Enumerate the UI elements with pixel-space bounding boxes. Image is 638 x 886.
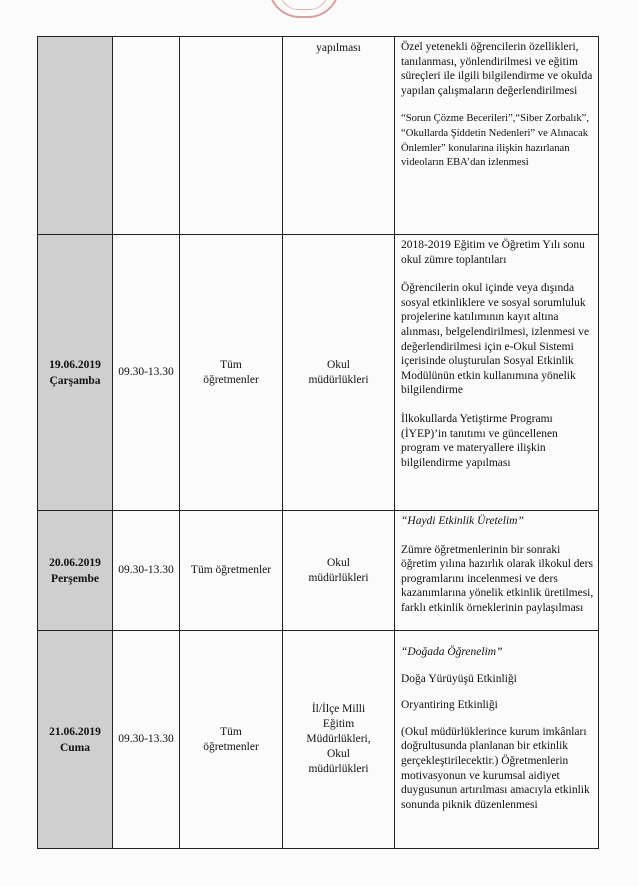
- task-item: 2018-2019 Eğitim ve Öğretim Yılı sonu okul zümre toplantıları: [401, 239, 585, 266]
- task-item: Zümre öğretmenlerinin bir sonraki öğretim yılına hazırlık olarak ilkokul ders programlarını incelenmesi ve ders kazanımlarına yönelik etkinlik üretilmesi, farklı etkinlik örneklerinin paylaşılması: [401, 543, 594, 614]
- ministry-seal: [268, 0, 340, 18]
- day-text: Çarşamba: [49, 374, 101, 387]
- task-item: Doğa Yürüyüşü Etkinliği: [401, 672, 517, 685]
- date-cell: [38, 631, 113, 849]
- task-cell: [395, 37, 599, 235]
- table-row: [38, 37, 599, 235]
- participants-cell: [180, 235, 283, 511]
- participants-cell: [180, 37, 283, 235]
- participants-cell: Tüm öğretmenler: [180, 511, 283, 631]
- task-cell: [395, 631, 599, 849]
- task-item: İlkokullarda Yetiştirme Programı (İYEP)’in tanıtımı ve güncellenen program ve materyallere ilişkin bilgilendirme yapılması: [401, 412, 558, 469]
- location-text: İl/İlçe Milli Eğitim Müdürlükleri, Okul müdürlükleri: [306, 703, 371, 775]
- task-heading: “Doğada Öğrenelim”: [401, 646, 503, 658]
- task-item: Oryantiring Etkinliği: [401, 699, 498, 712]
- day-text: Perşembe: [51, 572, 99, 585]
- table-row: [38, 631, 599, 849]
- participants-text: Tüm öğretmenler: [203, 725, 259, 753]
- task-item: Öğrencilerin okul içinde veya dışında sosyal etkinliklere ve sosyal sorumluluk projelerine katılımının kayıt altına alınması, belgelendirilmesi, izlenmesi ve değerlendirilmesi için e-Okul Sistemi içerisinde oluşturulan Sosyal Etkinlik Modülünün etkin kullanımına yönelik bilgilendirme: [401, 282, 590, 397]
- date-cell: [38, 511, 113, 631]
- table-row: [38, 511, 599, 631]
- task-cell: [395, 511, 599, 631]
- location-cell: [283, 235, 395, 511]
- location-cell: [283, 511, 395, 631]
- task-cell: [395, 235, 599, 511]
- date-cell: [38, 37, 113, 235]
- location-text: Okul müdürlükleri: [308, 358, 369, 386]
- time-cell: 09.30-13.30: [113, 631, 180, 849]
- table-row: [38, 235, 599, 511]
- task-item: (Okul müdürlüklerince kurum imkânları doğrultusunda planlanan bir etkinlik gerçekleştirilecektir.) Öğretmenlerin motivasyonun ve kurumsal aidiyet duygusunun artırılması amacıyla etkinlik sonunda piknik düzenlenmesi: [401, 725, 590, 811]
- task-item: Özel yetenekli öğrencilerin özellikleri, tanılanması, yönlendirilmesi ve eğitim süreçleri ile ilgili bilgilendirme ve okulda yapılan çalışmaların değerlendirilmesi: [401, 41, 593, 97]
- location-cell: [283, 37, 395, 235]
- participants-text: Tüm öğretmenler: [203, 358, 259, 386]
- time-cell: 09.30-13.30: [113, 235, 180, 511]
- time-cell: 09.30-13.30: [113, 511, 180, 631]
- location-cell: [283, 631, 395, 849]
- location-text: yapılması: [316, 42, 361, 54]
- date-text: 20.06.2019: [49, 556, 101, 569]
- schedule-table: [37, 36, 599, 849]
- date-cell: [38, 235, 113, 511]
- date-text: 19.06.2019: [49, 358, 101, 371]
- date-text: 21.06.2019: [49, 725, 101, 738]
- time-cell: [113, 37, 180, 235]
- task-heading: “Haydi Etkinlik Üretelim”: [401, 515, 524, 527]
- participants-cell: [180, 631, 283, 849]
- day-text: Cuma: [59, 741, 91, 754]
- location-text: Okul müdürlükleri: [308, 556, 369, 584]
- task-item: “Sorun Çözme Becerileri”,“Siber Zorbalık”, “Okullarda Şiddetin Nedenleri” ve Alınacak Önlemler” konularına ilişkin hazırlanan videoların EBA’dan izlenmesi: [401, 113, 589, 169]
